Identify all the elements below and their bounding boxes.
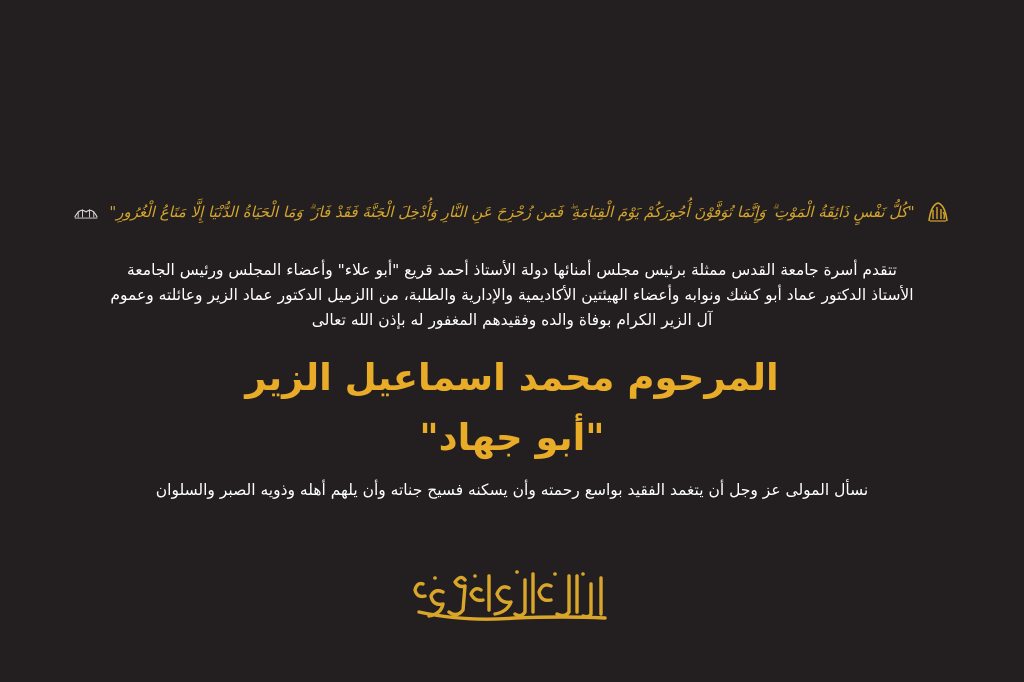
inna-lillah-calligraphy-icon bbox=[405, 566, 617, 624]
deceased-nickname: "أبو جهاد" bbox=[419, 416, 605, 459]
prayer-text: نسأل المولى عز وجل أن يتغمد الفقيد بواسع رحمته وأن يسكنه فسيح جناته وأن يلهم أهله وذويه الصبر والسلوان bbox=[155, 481, 869, 499]
intro-line-3: آل الزير الكرام بوفاة والده وفقيدهم المغفور له بإذن الله تعالى bbox=[311, 311, 713, 329]
condolence-intro bbox=[30, 258, 994, 333]
deceased-name: المرحوم محمد اسماعيل الزير bbox=[245, 356, 779, 399]
quran-verse-row bbox=[60, 194, 964, 230]
intro-line-2: الأستاذ الدكتور عماد أبو كشك ونوابه وأعضاء الهيئتين الأكاديمية والإدارية والطلبة، من االزميل الدكتور عماد الزير وعائلته وعموم bbox=[110, 286, 914, 304]
quran-verse-text: "كُلُّ نَفْسٍ ذَائِقَةُ الْمَوْتِ ۗ وَإِنَّمَا تُوَفَّوْنَ أُجُورَكُمْ يَوْمَ الْقِيَامَةِ ۖ فَمَن زُحْزِحَ عَنِ النَّارِ وَأُدْخِلَ الْجَنَّةَ فَقَدْ فَازَ ۗ وَمَا الْحَيَاةُ الدُّنْيَا إِلَّا مَتَاعُ الْغُرُورِ" bbox=[109, 203, 915, 221]
intro-line-1: تتقدم أسرة جامعة القدس ممثلة برئيس مجلس أمنائها دولة الأستاذ أحمد قريع "أبو علاء" وأعضاء المجلس ورئيس الجامعة bbox=[127, 261, 897, 279]
basmala-seal-icon bbox=[925, 199, 951, 225]
sadaqa-allah-seal-icon bbox=[73, 199, 99, 225]
